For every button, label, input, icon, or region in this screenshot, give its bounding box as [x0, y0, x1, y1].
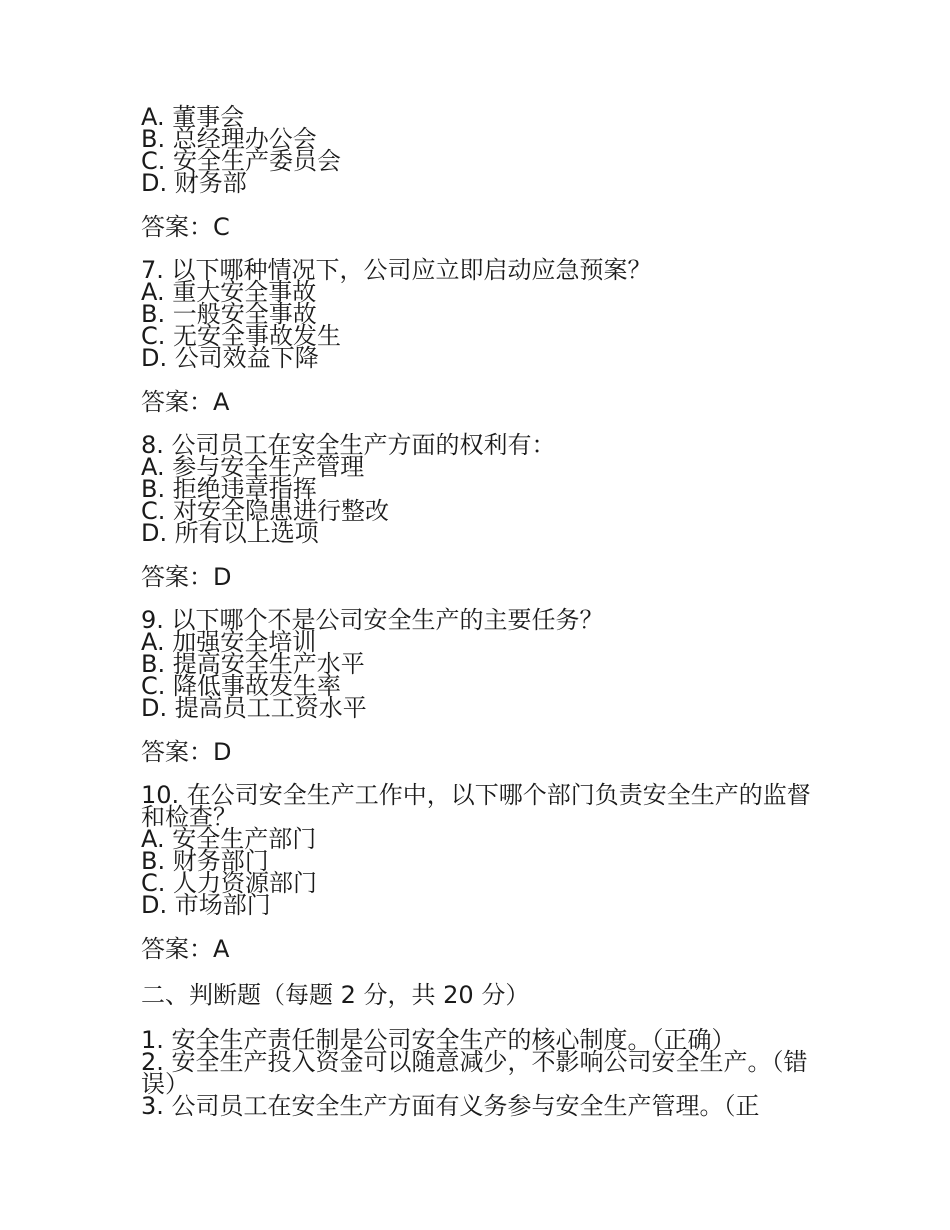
option-d: D. 市场部门 [141, 891, 271, 919]
option-d: D. 公司效益下降 [141, 344, 319, 372]
option-d: D. 提高员工工资水平 [141, 694, 367, 722]
statement-item: 2. 安全生产投入资金可以随意减少，不影响公司安全生产。（错误） [141, 1048, 808, 1098]
option-a: A. 加强安全培训 [141, 628, 317, 656]
option-b: B. 提高安全生产水平 [141, 650, 365, 678]
question-stem: 7. 以下哪种情况下，公司应立即启动应急预案？ [141, 256, 652, 284]
true-false-section [141, 981, 821, 1120]
question-stem: 10. 在公司安全生产工作中，以下哪个部门负责安全生产的监督和检查？ [141, 781, 811, 831]
option-a: A. 重大安全事故 [141, 278, 317, 306]
option-b: B. 拒绝违章指挥 [141, 475, 317, 503]
question-9 [141, 606, 821, 766]
answer: 答案：A [141, 388, 230, 416]
answer: 答案：D [141, 563, 232, 591]
question-6 [141, 103, 821, 241]
question-stem: 8. 公司员工在安全生产方面的权利有： [141, 431, 556, 459]
document-content [141, 103, 821, 1120]
question-8 [141, 431, 821, 591]
option-a: A. 董事会 [141, 103, 245, 131]
answer: 答案：A [141, 935, 230, 963]
answer: 答案：C [141, 213, 230, 241]
answer: 答案：D [141, 738, 232, 766]
option-c: C. 人力资源部门 [141, 869, 318, 897]
option-d: D. 所有以上选项 [141, 519, 319, 547]
option-c: C. 无安全事故发生 [141, 322, 342, 350]
option-b: B. 总经理办公会 [141, 125, 317, 153]
question-7 [141, 256, 821, 416]
option-c: C. 降低事故发生率 [141, 672, 342, 700]
statement-item: 1. 安全生产责任制是公司安全生产的核心制度。（正确） [141, 1026, 736, 1054]
option-c: C. 对安全隐患进行整改 [141, 497, 390, 525]
question-10 [141, 781, 821, 963]
option-d: D. 财务部 [141, 169, 247, 197]
option-c: C. 安全生产委员会 [141, 147, 342, 175]
statement-item: 3. 公司员工在安全生产方面有义务参与安全生产管理。（正 [141, 1092, 760, 1120]
option-a: A. 参与安全生产管理 [141, 453, 365, 481]
question-stem: 9. 以下哪个不是公司安全生产的主要任务？ [141, 606, 604, 634]
option-a: A. 安全生产部门 [141, 825, 317, 853]
section-title: 二、判断题（每题 2 分，共 20 分） [141, 981, 530, 1009]
option-b: B. 财务部门 [141, 847, 269, 875]
option-b: B. 一般安全事故 [141, 300, 317, 328]
